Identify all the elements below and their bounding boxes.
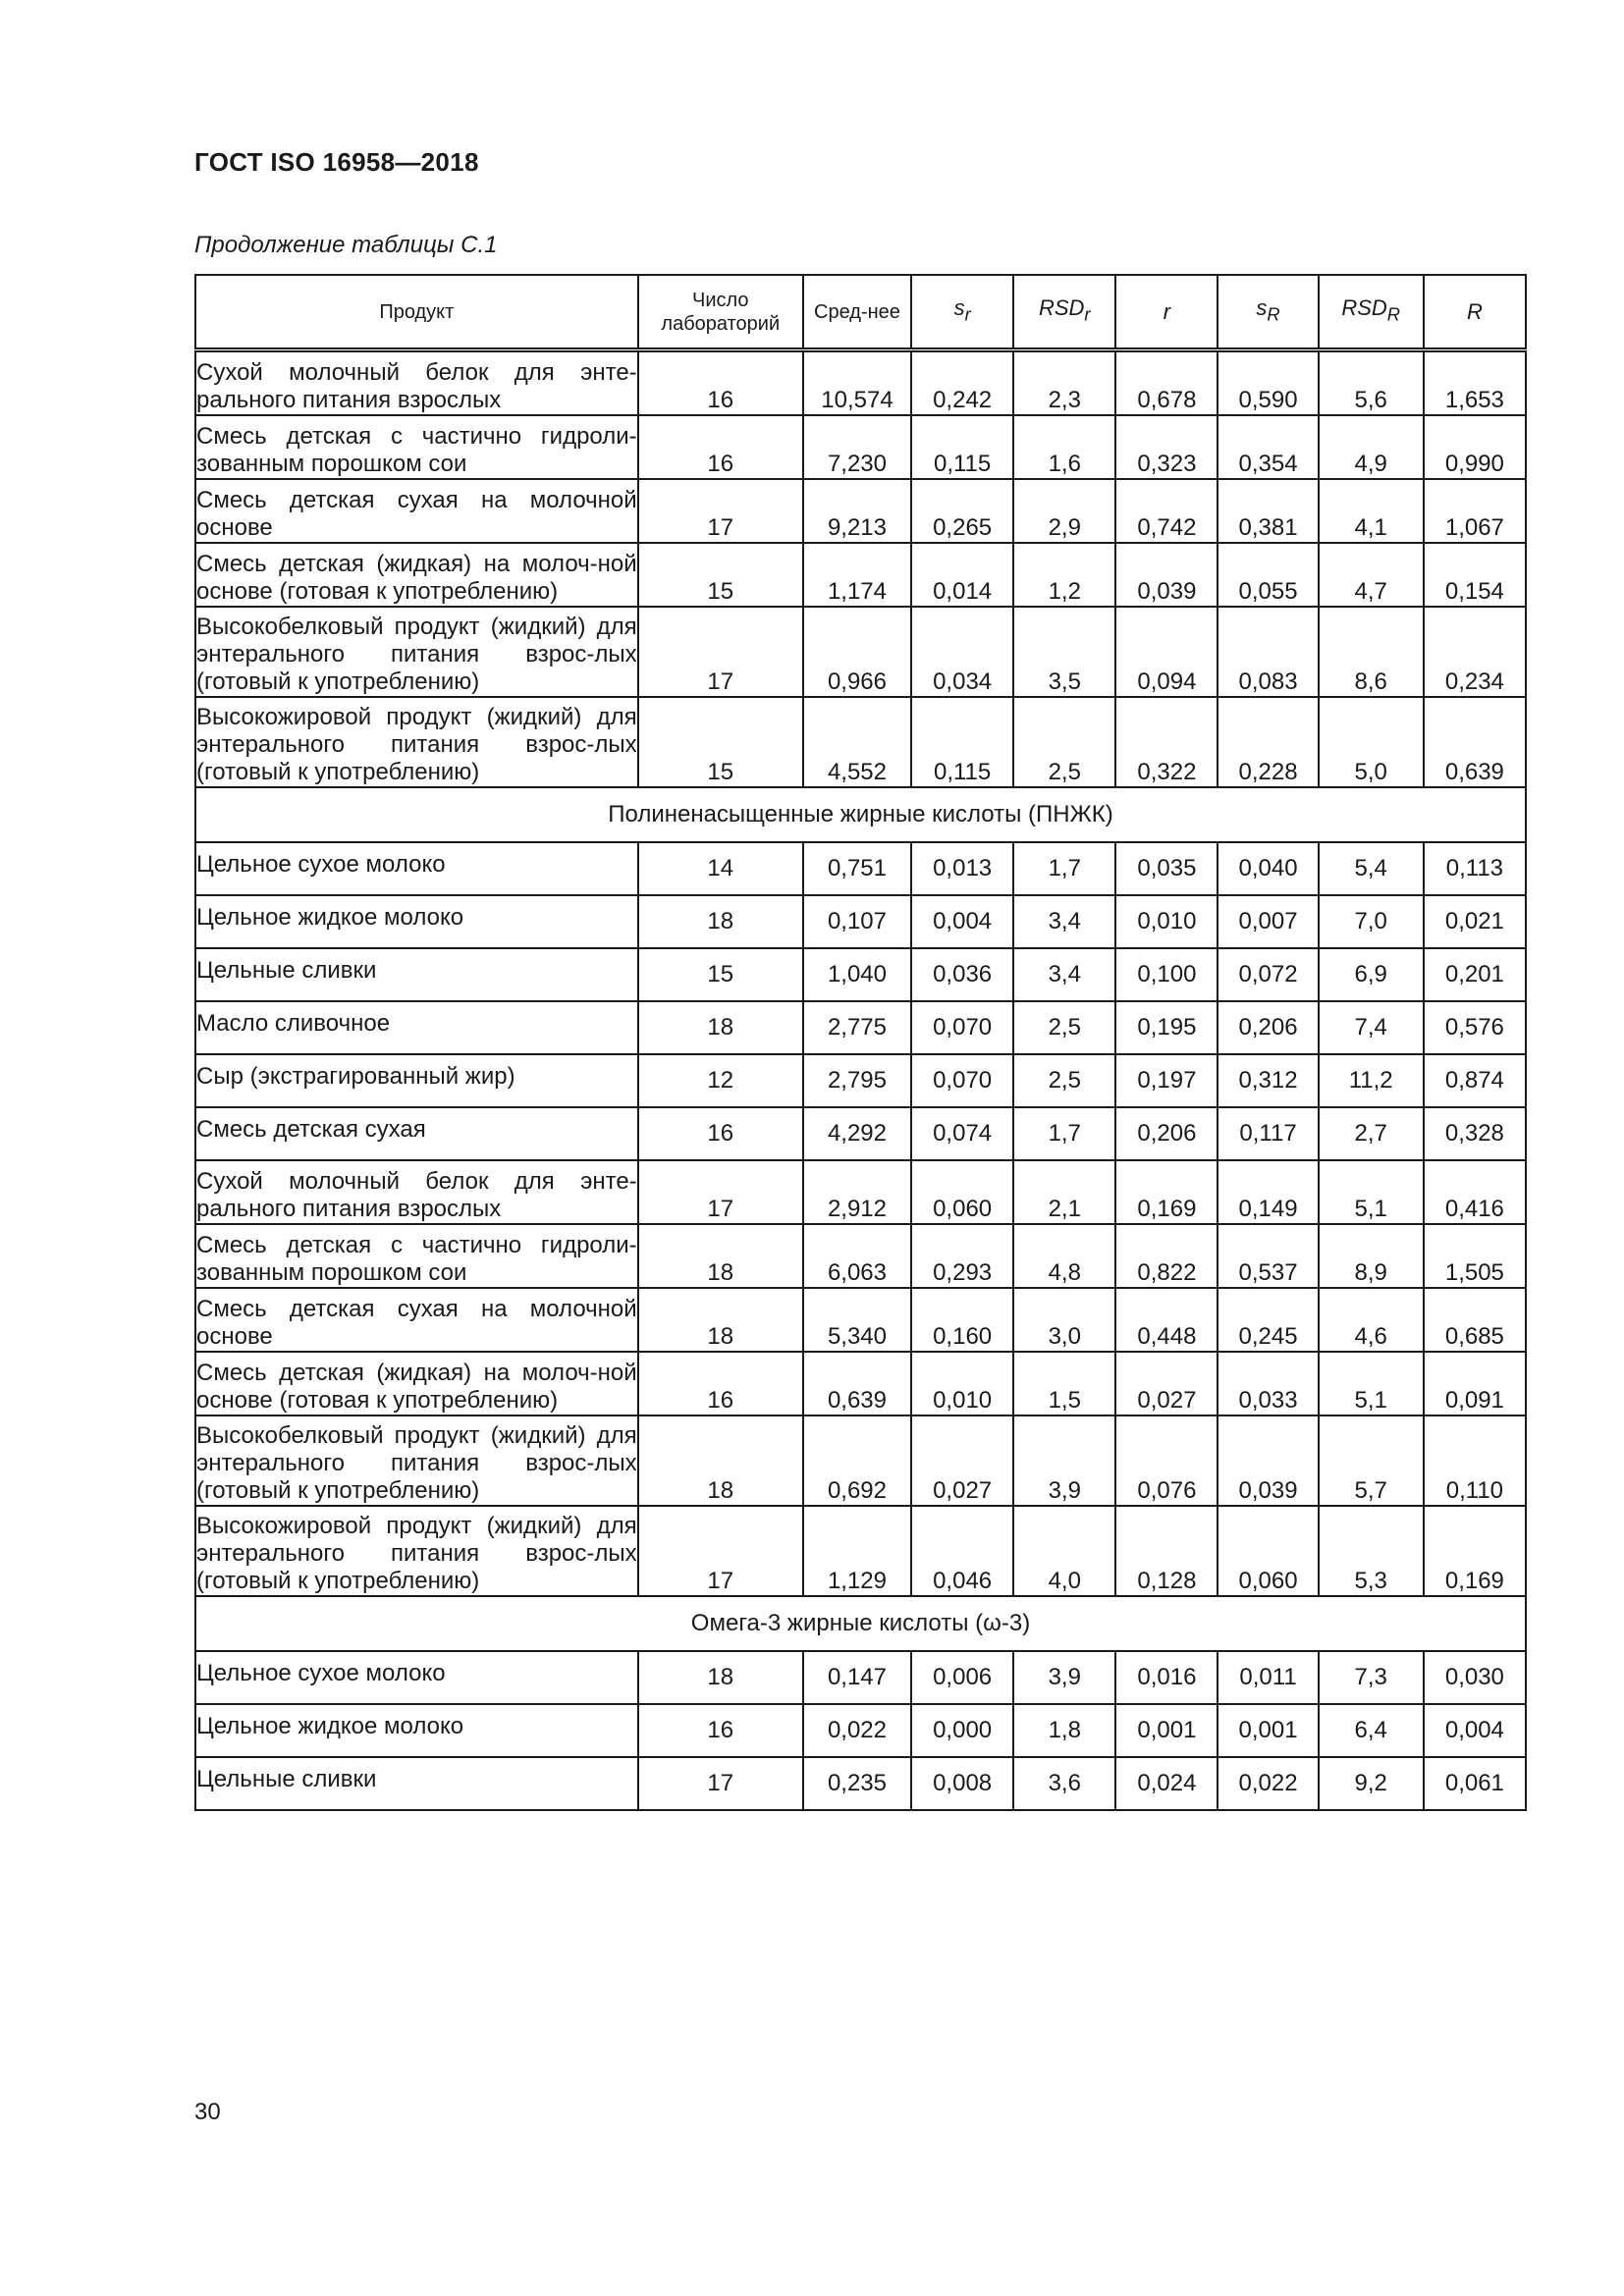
cell-rsdr: 1,5 xyxy=(1013,1352,1115,1415)
cell-R: 0,154 xyxy=(1424,543,1526,607)
cell-sr: 0,008 xyxy=(911,1757,1013,1810)
cell-R: 0,201 xyxy=(1424,948,1526,1001)
cell-rsdr: 1,6 xyxy=(1013,415,1115,479)
cell-rsdr: 2,5 xyxy=(1013,1001,1115,1054)
cell-labs: 16 xyxy=(638,350,803,416)
cell-mean: 9,213 xyxy=(803,479,911,543)
cell-R: 0,004 xyxy=(1424,1704,1526,1757)
cell-mean: 0,966 xyxy=(803,607,911,697)
cell-labs: 16 xyxy=(638,1352,803,1415)
cell-rsdR: 5,3 xyxy=(1319,1506,1424,1596)
cell-sR: 0,312 xyxy=(1218,1054,1318,1107)
cell-labs: 16 xyxy=(638,1704,803,1757)
table-row xyxy=(195,842,1526,895)
cell-labs: 17 xyxy=(638,607,803,697)
product-name: Сухой молочный белок для энте-рального питания взрослых xyxy=(195,350,638,416)
cell-sR: 0,033 xyxy=(1218,1352,1318,1415)
page-number: 30 xyxy=(194,2099,221,2125)
cell-rsdR: 8,9 xyxy=(1319,1224,1424,1288)
cell-rsdR: 5,4 xyxy=(1319,842,1424,895)
cell-R: 0,639 xyxy=(1424,697,1526,787)
cell-R: 0,113 xyxy=(1424,842,1526,895)
cell-rsdr: 1,8 xyxy=(1013,1704,1115,1757)
cell-sr: 0,293 xyxy=(911,1224,1013,1288)
cell-r: 0,076 xyxy=(1115,1415,1218,1506)
cell-labs: 16 xyxy=(638,415,803,479)
cell-labs: 15 xyxy=(638,543,803,607)
cell-sR: 0,206 xyxy=(1218,1001,1318,1054)
cell-rsdR: 7,3 xyxy=(1319,1651,1424,1704)
cell-rsdr: 1,2 xyxy=(1013,543,1115,607)
cell-rsdr: 4,0 xyxy=(1013,1506,1115,1596)
cell-labs: 14 xyxy=(638,842,803,895)
cell-sr: 0,160 xyxy=(911,1288,1013,1352)
cell-labs: 17 xyxy=(638,1160,803,1224)
cell-rsdr: 3,5 xyxy=(1013,607,1115,697)
col-header-rsdr: $RSD_r$ xyxy=(1013,275,1115,350)
table-body xyxy=(195,350,1526,1811)
cell-mean: 2,775 xyxy=(803,1001,911,1054)
table-row xyxy=(195,1757,1526,1810)
cell-r: 0,027 xyxy=(1115,1352,1218,1415)
cell-r: 0,001 xyxy=(1115,1704,1218,1757)
product-name: Смесь детская сухая на молочной основе xyxy=(195,1288,638,1352)
cell-rsdr: 3,9 xyxy=(1013,1651,1115,1704)
precision-table xyxy=(194,274,1527,1811)
cell-rsdR: 5,1 xyxy=(1319,1352,1424,1415)
cell-sr: 0,046 xyxy=(911,1506,1013,1596)
cell-mean: 6,063 xyxy=(803,1224,911,1288)
table-row xyxy=(195,415,1526,479)
cell-mean: 0,022 xyxy=(803,1704,911,1757)
table-row xyxy=(195,350,1526,416)
cell-R: 0,874 xyxy=(1424,1054,1526,1107)
cell-sR: 0,117 xyxy=(1218,1107,1318,1160)
product-name: Сухой молочный белок для энте-рального питания взрослых xyxy=(195,1160,638,1224)
table-row xyxy=(195,697,1526,787)
section-header-omega3 xyxy=(195,1596,1526,1651)
cell-labs: 18 xyxy=(638,1001,803,1054)
cell-mean: 2,912 xyxy=(803,1160,911,1224)
cell-sr: 0,010 xyxy=(911,1352,1013,1415)
cell-r: 0,322 xyxy=(1115,697,1218,787)
product-name: Цельное жидкое молоко xyxy=(195,1704,638,1757)
product-name: Высокобелковый продукт (жидкий) для энтерального питания взрос-лых (готовый к употреблению) xyxy=(195,607,638,697)
cell-mean: 0,751 xyxy=(803,842,911,895)
cell-R: 1,067 xyxy=(1424,479,1526,543)
cell-labs: 18 xyxy=(638,1651,803,1704)
cell-rsdR: 5,7 xyxy=(1319,1415,1424,1506)
table-row xyxy=(195,607,1526,697)
cell-rsdR: 6,4 xyxy=(1319,1704,1424,1757)
cell-R: 0,685 xyxy=(1424,1288,1526,1352)
cell-rsdR: 4,9 xyxy=(1319,415,1424,479)
cell-sr: 0,060 xyxy=(911,1160,1013,1224)
cell-rsdR: 4,6 xyxy=(1319,1288,1424,1352)
table-row xyxy=(195,1001,1526,1054)
cell-sr: 0,115 xyxy=(911,415,1013,479)
cell-r: 0,094 xyxy=(1115,607,1218,697)
cell-sr: 0,074 xyxy=(911,1107,1013,1160)
cell-R: 1,653 xyxy=(1424,350,1526,416)
cell-sR: 0,060 xyxy=(1218,1506,1318,1596)
cell-rsdr: 3,4 xyxy=(1013,895,1115,948)
cell-sR: 0,007 xyxy=(1218,895,1318,948)
cell-labs: 18 xyxy=(638,1288,803,1352)
cell-r: 0,035 xyxy=(1115,842,1218,895)
cell-sr: 0,070 xyxy=(911,1054,1013,1107)
cell-mean: 1,129 xyxy=(803,1506,911,1596)
product-name: Смесь детская (жидкая) на молоч-ной основе (готовая к употреблению) xyxy=(195,1352,638,1415)
table-header-row xyxy=(195,275,1526,350)
cell-sr: 0,242 xyxy=(911,350,1013,416)
cell-rsdr: 2,5 xyxy=(1013,697,1115,787)
cell-r: 0,822 xyxy=(1115,1224,1218,1288)
cell-rsdr: 1,7 xyxy=(1013,1107,1115,1160)
cell-sr: 0,004 xyxy=(911,895,1013,948)
cell-mean: 0,692 xyxy=(803,1415,911,1506)
section-header-pufa xyxy=(195,787,1526,842)
table-row xyxy=(195,1224,1526,1288)
cell-R: 0,030 xyxy=(1424,1651,1526,1704)
cell-R: 0,110 xyxy=(1424,1415,1526,1506)
cell-R: 0,091 xyxy=(1424,1352,1526,1415)
cell-r: 0,010 xyxy=(1115,895,1218,948)
table-row xyxy=(195,1704,1526,1757)
cell-sr: 0,070 xyxy=(911,1001,1013,1054)
table-row xyxy=(195,1054,1526,1107)
cell-sR: 0,083 xyxy=(1218,607,1318,697)
document-header: ГОСТ ISO 16958—2018 xyxy=(194,147,479,177)
section-header-pufa-label: Полиненасыщенные жирные кислоты (ПНЖК) xyxy=(195,787,1526,842)
table-row xyxy=(195,1107,1526,1160)
cell-mean: 10,574 xyxy=(803,350,911,416)
cell-sR: 0,022 xyxy=(1218,1757,1318,1810)
cell-mean: 7,230 xyxy=(803,415,911,479)
cell-r: 0,016 xyxy=(1115,1651,1218,1704)
cell-labs: 17 xyxy=(638,479,803,543)
cell-rsdr: 1,7 xyxy=(1013,842,1115,895)
cell-sr: 0,013 xyxy=(911,842,1013,895)
product-name: Цельное сухое молоко xyxy=(195,1651,638,1704)
product-name: Высокобелковый продукт (жидкий) для энтерального питания взрос-лых (готовый к употреблению) xyxy=(195,1415,638,1506)
cell-mean: 1,174 xyxy=(803,543,911,607)
cell-r: 0,195 xyxy=(1115,1001,1218,1054)
cell-mean: 5,340 xyxy=(803,1288,911,1352)
cell-rsdR: 11,2 xyxy=(1319,1054,1424,1107)
section-header-omega3-label: Омега-3 жирные кислоты (ω-3) xyxy=(195,1596,1526,1651)
product-name: Цельное сухое молоко xyxy=(195,842,638,895)
cell-labs: 17 xyxy=(638,1506,803,1596)
cell-sR: 0,072 xyxy=(1218,948,1318,1001)
cell-sr: 0,000 xyxy=(911,1704,1013,1757)
product-name: Цельные сливки xyxy=(195,948,638,1001)
col-header-labs: Число лабораторий xyxy=(638,275,803,350)
cell-sR: 0,001 xyxy=(1218,1704,1318,1757)
table-row xyxy=(195,1415,1526,1506)
cell-sr: 0,014 xyxy=(911,543,1013,607)
cell-r: 0,100 xyxy=(1115,948,1218,1001)
cell-rsdR: 6,9 xyxy=(1319,948,1424,1001)
cell-sR: 0,590 xyxy=(1218,350,1318,416)
cell-mean: 2,795 xyxy=(803,1054,911,1107)
cell-r: 0,742 xyxy=(1115,479,1218,543)
cell-sR: 0,149 xyxy=(1218,1160,1318,1224)
cell-rsdR: 9,2 xyxy=(1319,1757,1424,1810)
cell-r: 0,206 xyxy=(1115,1107,1218,1160)
product-name: Высокожировой продукт (жидкий) для энтерального питания взрос-лых (готовый к употреблению) xyxy=(195,697,638,787)
cell-labs: 18 xyxy=(638,895,803,948)
product-name: Смесь детская с частично гидроли-зованным порошком сои xyxy=(195,1224,638,1288)
cell-R: 0,416 xyxy=(1424,1160,1526,1224)
table-row xyxy=(195,1651,1526,1704)
cell-sR: 0,245 xyxy=(1218,1288,1318,1352)
cell-rsdR: 5,6 xyxy=(1319,350,1424,416)
cell-mean: 4,552 xyxy=(803,697,911,787)
cell-sr: 0,265 xyxy=(911,479,1013,543)
product-name: Смесь детская (жидкая) на молоч-ной основе (готовая к употреблению) xyxy=(195,543,638,607)
cell-mean: 1,040 xyxy=(803,948,911,1001)
cell-r: 0,128 xyxy=(1115,1506,1218,1596)
cell-labs: 15 xyxy=(638,697,803,787)
cell-rsdR: 4,7 xyxy=(1319,543,1424,607)
cell-r: 0,678 xyxy=(1115,350,1218,416)
cell-R: 1,505 xyxy=(1424,1224,1526,1288)
cell-R: 0,234 xyxy=(1424,607,1526,697)
cell-rsdr: 3,0 xyxy=(1013,1288,1115,1352)
product-name: Масло сливочное xyxy=(195,1001,638,1054)
cell-mean: 0,147 xyxy=(803,1651,911,1704)
product-name: Высокожировой продукт (жидкий) для энтерального питания взрос-лых (готовый к употреблению) xyxy=(195,1506,638,1596)
cell-sr: 0,034 xyxy=(911,607,1013,697)
col-header-R: R xyxy=(1424,275,1526,350)
product-name: Цельные сливки xyxy=(195,1757,638,1810)
cell-r: 0,197 xyxy=(1115,1054,1218,1107)
cell-sR: 0,040 xyxy=(1218,842,1318,895)
table-row xyxy=(195,1288,1526,1352)
col-header-sR: $s_R$ xyxy=(1218,275,1318,350)
col-header-rsdR: $RSD_R$ xyxy=(1319,275,1424,350)
table-row xyxy=(195,1506,1526,1596)
col-header-sr: $s_r$ xyxy=(911,275,1013,350)
table-row xyxy=(195,543,1526,607)
cell-mean: 0,235 xyxy=(803,1757,911,1810)
cell-labs: 16 xyxy=(638,1107,803,1160)
cell-labs: 18 xyxy=(638,1224,803,1288)
cell-sR: 0,537 xyxy=(1218,1224,1318,1288)
cell-r: 0,024 xyxy=(1115,1757,1218,1810)
cell-rsdR: 5,1 xyxy=(1319,1160,1424,1224)
cell-r: 0,039 xyxy=(1115,543,1218,607)
col-header-product: Продукт xyxy=(195,275,638,350)
col-header-mean: Сред-нее xyxy=(803,275,911,350)
cell-sR: 0,228 xyxy=(1218,697,1318,787)
cell-r: 0,169 xyxy=(1115,1160,1218,1224)
product-name: Цельное жидкое молоко xyxy=(195,895,638,948)
cell-sR: 0,354 xyxy=(1218,415,1318,479)
product-name: Смесь детская сухая на молочной основе xyxy=(195,479,638,543)
product-name: Смесь детская с частично гидроли-зованным порошком сои xyxy=(195,415,638,479)
cell-rsdr: 2,1 xyxy=(1013,1160,1115,1224)
cell-mean: 4,292 xyxy=(803,1107,911,1160)
cell-labs: 12 xyxy=(638,1054,803,1107)
col-header-r: r xyxy=(1115,275,1218,350)
cell-R: 0,021 xyxy=(1424,895,1526,948)
cell-rsdR: 2,7 xyxy=(1319,1107,1424,1160)
table-row xyxy=(195,1352,1526,1415)
cell-sr: 0,006 xyxy=(911,1651,1013,1704)
cell-r: 0,448 xyxy=(1115,1288,1218,1352)
table-row xyxy=(195,895,1526,948)
product-name: Сыр (экстрагированный жир) xyxy=(195,1054,638,1107)
cell-rsdr: 2,3 xyxy=(1013,350,1115,416)
cell-r: 0,323 xyxy=(1115,415,1218,479)
cell-rsdR: 7,0 xyxy=(1319,895,1424,948)
cell-rsdr: 4,8 xyxy=(1013,1224,1115,1288)
cell-labs: 18 xyxy=(638,1415,803,1506)
table-row xyxy=(195,948,1526,1001)
cell-rsdr: 2,5 xyxy=(1013,1054,1115,1107)
cell-rsdr: 3,6 xyxy=(1013,1757,1115,1810)
cell-rsdr: 3,4 xyxy=(1013,948,1115,1001)
table-row xyxy=(195,479,1526,543)
cell-R: 0,576 xyxy=(1424,1001,1526,1054)
cell-rsdR: 4,1 xyxy=(1319,479,1424,543)
cell-sR: 0,011 xyxy=(1218,1651,1318,1704)
cell-labs: 15 xyxy=(638,948,803,1001)
cell-sR: 0,039 xyxy=(1218,1415,1318,1506)
cell-sr: 0,027 xyxy=(911,1415,1013,1506)
cell-mean: 0,639 xyxy=(803,1352,911,1415)
table-caption: Продолжение таблицы С.1 xyxy=(194,232,498,258)
cell-sR: 0,381 xyxy=(1218,479,1318,543)
cell-R: 0,328 xyxy=(1424,1107,1526,1160)
cell-labs: 17 xyxy=(638,1757,803,1810)
cell-rsdr: 3,9 xyxy=(1013,1415,1115,1506)
cell-rsdR: 5,0 xyxy=(1319,697,1424,787)
product-name: Смесь детская сухая xyxy=(195,1107,638,1160)
cell-mean: 0,107 xyxy=(803,895,911,948)
cell-R: 0,990 xyxy=(1424,415,1526,479)
cell-R: 0,061 xyxy=(1424,1757,1526,1810)
cell-rsdR: 7,4 xyxy=(1319,1001,1424,1054)
cell-sr: 0,036 xyxy=(911,948,1013,1001)
table-row xyxy=(195,1160,1526,1224)
cell-sr: 0,115 xyxy=(911,697,1013,787)
cell-rsdR: 8,6 xyxy=(1319,607,1424,697)
cell-sR: 0,055 xyxy=(1218,543,1318,607)
cell-R: 0,169 xyxy=(1424,1506,1526,1596)
cell-rsdr: 2,9 xyxy=(1013,479,1115,543)
